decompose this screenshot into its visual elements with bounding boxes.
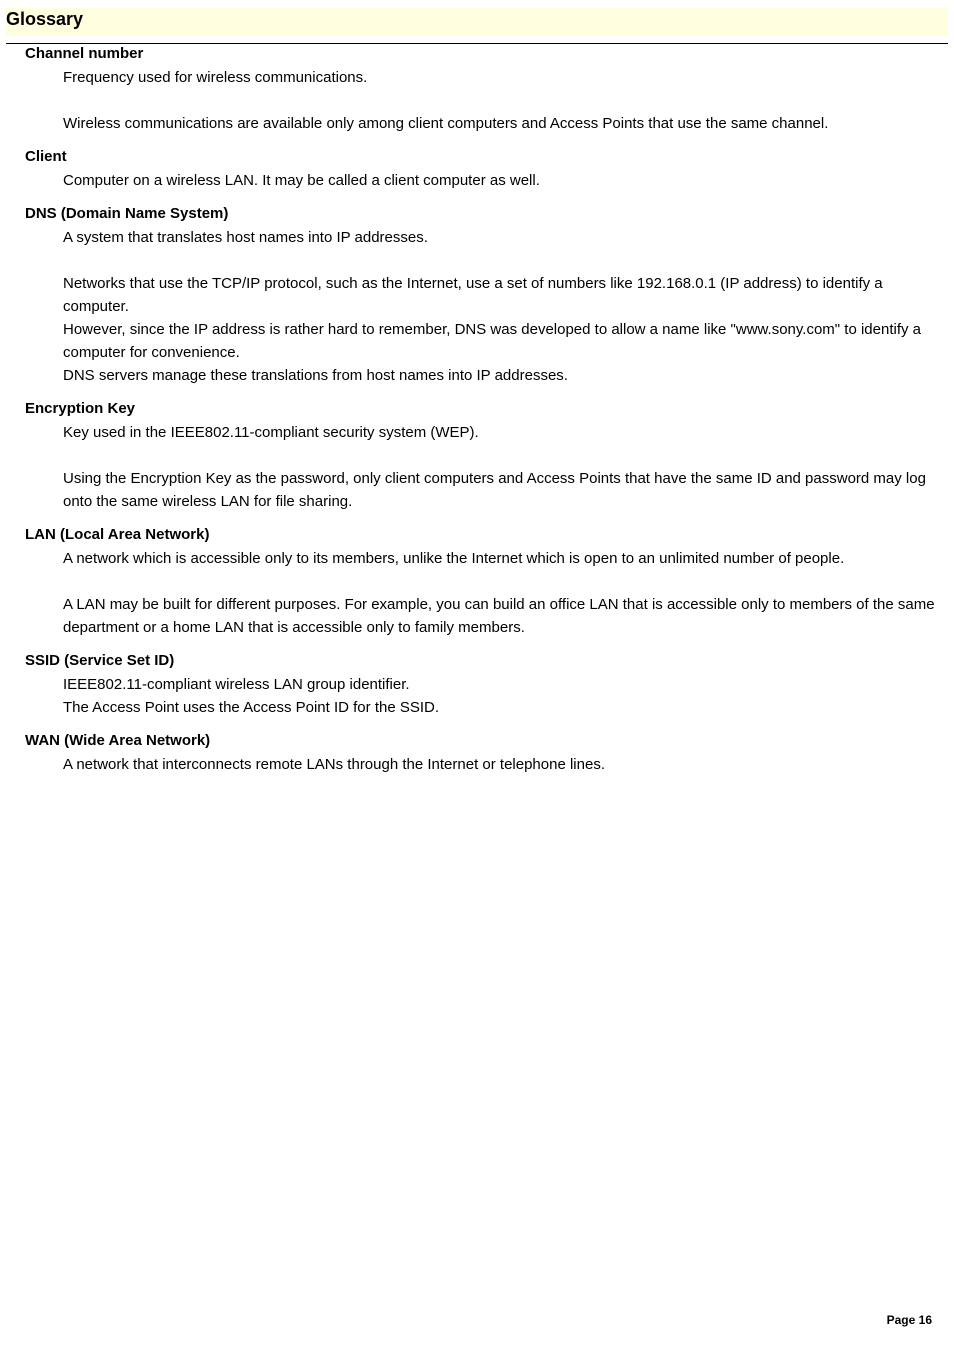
page-title-bar [6,8,948,36]
definition-paragraph: A network which is accessible only to its members, unlike the Internet which is open to an unlimited number of people. [63,550,845,567]
definition-paragraph: A system that translates host names into IP addresses. [63,229,428,246]
glossary-definition [63,66,940,135]
definition-paragraph: IEEE802.11-compliant wireless LAN group identifier. [63,676,410,693]
glossary-entry-client [25,147,940,192]
definition-paragraph: A network that interconnects remote LANs through the Internet or telephone lines. [63,756,605,773]
glossary-term: SSID (Service Set ID) [25,652,175,669]
page-number: Page 16 [886,1313,932,1327]
glossary-definition [63,421,940,513]
definition-paragraph: Computer on a wireless LAN. It may be called a client computer as well. [63,172,540,189]
glossary-definition [63,673,940,719]
glossary-entry-ssid [25,651,940,719]
glossary-definition [63,169,940,192]
glossary-definition [63,753,940,776]
definition-paragraph: Wireless communications are available only among client computers and Access Points that use the same channel. [63,115,829,132]
definition-paragraph: However, since the IP address is rather hard to remember, DNS was developed to allow a name like "www.sony.com" to identify a computer for convenience. [63,321,921,361]
definition-paragraph: Frequency used for wireless communications. [63,69,368,86]
glossary-definition [63,226,940,387]
definition-paragraph: Networks that use the TCP/IP protocol, such as the Internet, use a set of numbers like 192.168.0.1 (IP address) to identify a computer. [63,275,883,315]
definition-paragraph: The Access Point uses the Access Point ID for the SSID. [63,699,440,716]
glossary-list [25,44,940,788]
glossary-term: LAN (Local Area Network) [25,526,210,543]
glossary-term: Encryption Key [25,400,136,417]
glossary-entry-lan [25,525,940,639]
definition-paragraph: DNS servers manage these translations from host names into IP addresses. [63,367,568,384]
glossary-term: Client [25,148,67,165]
definition-paragraph: Using the Encryption Key as the password, only client computers and Access Points that have the same ID and password may log onto the same wireless LAN for file sharing. [63,470,926,510]
glossary-entry-wan [25,731,940,776]
glossary-term: WAN (Wide Area Network) [25,732,211,749]
glossary-definition [63,547,940,639]
definition-paragraph: Key used in the IEEE802.11-compliant security system (WEP). [63,424,479,441]
glossary-entry-encryption-key [25,399,940,513]
glossary-entry-dns [25,204,940,387]
definition-paragraph: A LAN may be built for different purposes. For example, you can build an office LAN that is accessible only to members of the same department or a home LAN that is accessible only to family members. [63,596,935,636]
glossary-term: Channel number [25,45,144,62]
glossary-entry-channel-number [25,44,940,135]
glossary-term: DNS (Domain Name System) [25,205,229,222]
page-title: Glossary [6,9,84,29]
